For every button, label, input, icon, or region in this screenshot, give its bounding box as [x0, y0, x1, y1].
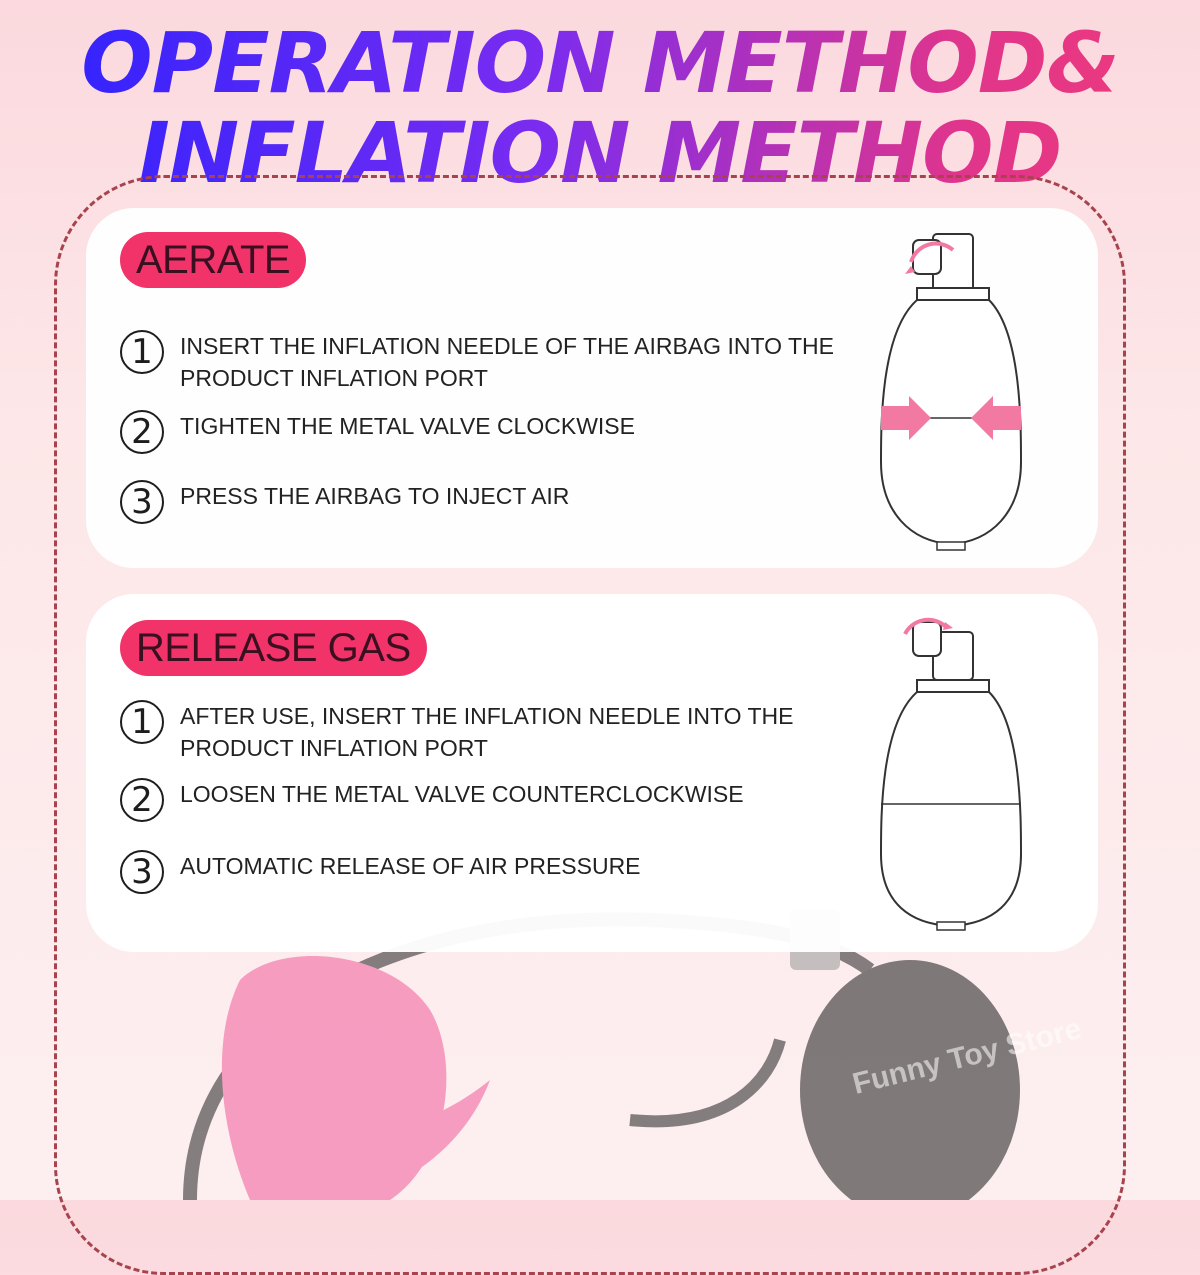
airbag-release-icon — [871, 604, 1031, 940]
release-card — [86, 594, 1098, 952]
aerate-step-3 — [120, 480, 880, 524]
page-title — [0, 14, 1200, 202]
aerate-badge: AERATE — [120, 232, 306, 288]
step-text: AUTOMATIC RELEASE OF AIR PRESSURE — [180, 853, 641, 879]
step-number: 1 — [120, 700, 164, 744]
aerate-step-2 — [120, 410, 880, 454]
step-number: 3 — [120, 480, 164, 524]
step-number: 1 — [120, 330, 164, 374]
step-text: AFTER USE, INSERT THE INFLATION NEEDLE INTO THE PRODUCT INFLATION PORT — [180, 703, 794, 761]
watermark: Funny Toy Store — [849, 1012, 1085, 1101]
step-number: 2 — [120, 410, 164, 454]
step-text: PRESS THE AIRBAG TO INJECT AIR — [180, 483, 570, 509]
step-text: INSERT THE INFLATION NEEDLE OF THE AIRBAG INTO THE PRODUCT INFLATION PORT — [180, 333, 834, 391]
title-line-1: OPERATION METHOD& — [81, 14, 1119, 112]
airbag-squeeze-icon — [871, 222, 1031, 558]
step-text: LOOSEN THE METAL VALVE COUNTERCLOCKWISE — [180, 781, 744, 807]
release-step-1 — [120, 700, 880, 764]
release-step-2 — [120, 778, 880, 822]
release-badge: RELEASE GAS — [120, 620, 427, 676]
step-text: TIGHTEN THE METAL VALVE CLOCKWISE — [180, 413, 635, 439]
aerate-step-1 — [120, 330, 880, 394]
step-number: 2 — [120, 778, 164, 822]
step-number: 3 — [120, 850, 164, 894]
title-line-2: INFLATION METHOD — [138, 104, 1062, 202]
aerate-card — [86, 208, 1098, 568]
release-step-3 — [120, 850, 880, 894]
